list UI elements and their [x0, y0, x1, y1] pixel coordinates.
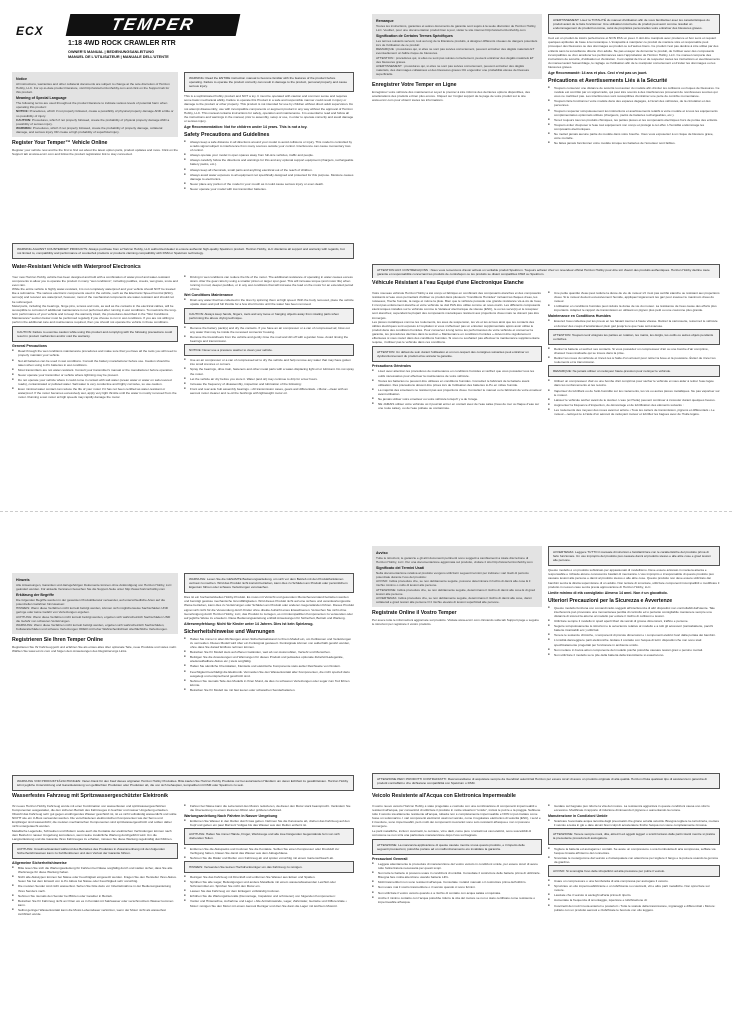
de-allg-title: Allgemeine Sicherheitshinweise — [12, 861, 67, 866]
it-manut-list — [548, 819, 720, 827]
de-wasser-body: Ihr neues Horizon Hobby Fahrzeug wurde mit einer Kombination von wasserfesten und spritzwassergeschützten Komponenten ausgestattet, die den sicheren Betrieb des Fahrzeuges in feuchter und nasser Umgebung erlauben. Obwohl das Fahrzeug sehr gut gegen eindringendes Wasser geschützt ist, ist es nicht vollständig wasserdicht und sollte NICHT wie ein U-Boot verwendet werden. Die verschiedenen elektronischen Komponenten wie der Servo und Empfänger sind wasserdicht; die meisten mechanischen Komponenten sind spritzwassergeschützt und sollten daher nicht untergetaucht werden. — [12, 804, 177, 829]
list-item: ■ Betreiben Sie Ihr Fahrzeug nicht an Orten wo es in Kontakt mit Salzwasser oder verschmutztem Wasser kommen kann. — [12, 899, 178, 907]
wet-list — [184, 298, 354, 306]
hinweis-title: Hinweis — [16, 578, 30, 582]
list-item: ■ Die meisten Sender sind nicht wasserfest. Sehen Sie bitte dazu vor Inbetriebnahme in der Bedienungsanleitung Ihres Senders nach. — [12, 884, 178, 892]
list-item: ■ Non usare mai il vostro trasmettitore o il veicolo quando ci sono fulmini. — [372, 885, 542, 889]
german-section — [0, 513, 366, 1024]
it-sig-item: ATTENZIONE: Indica procedure che, se non debitamente seguite, determinano il rischio di danni alle cose E di gravi lesioni alle persone. — [376, 587, 536, 596]
de-fahren-list — [184, 804, 354, 812]
temper-logo: TEMPER — [66, 14, 241, 36]
en-left-intro — [12, 72, 178, 232]
list-item: ■ Tenez toujours tous les produits chimiques, les petites pièces et les composants électriques hors de portée des enfants. — [548, 118, 720, 122]
list-item: ■ Befolgen Sie die Anweisungen und Warnungen für dieses Produkt und jedwedes optionale Zubehör/Ladegeräte, wiederaufladbare Akkus etc.) stets sorgfältig. — [184, 655, 354, 663]
remarque-box — [372, 14, 542, 79]
de-water-left — [12, 804, 178, 1018]
erkl-intro: Die folgenden Begriffe werden in der gesamten Produktliteratur verwendet, auf unterschiedliche Arten auf die potenziellen Gefahren hinzuweisen: — [16, 598, 166, 607]
wet-caution: CAUTION: Always keep hands, fingers, tools and any loose or hanging objects away from rotating parts when performing the above drying technique. — [184, 308, 354, 324]
fr-maint-attention: ATTENTION: Toujours tenir éloignés les parties en rotation, les mains, les doigts, les outils ou autres objets pendants ou lâches. — [548, 329, 720, 345]
list-item: ■ Utilizzare sempre il modello in spazi aperti liberi da veicoli di grosse dimensioni, traffico e persone. — [548, 619, 720, 623]
water-body-2: While the entire vehicle is highly water-resistant, it is not completely waterproof and your vehicle should NOT be treated like a submarine. The various electronic components used in the vehicle, such as the Electronic Speed Control (ESC), servo(s) and receiver are waterproof, however, most of the mechanical components are water-resistant and should not be submerged. — [12, 287, 176, 304]
fr-gen-list — [372, 369, 542, 410]
list-item: ■ Guidare sul bagnato può ridurre la vita del motore. La resistenza aggiuntiva in queste condizioni causa uno sforzo eccessivo. Modificate il rapporto di riduzione diminuendo il pignone o aumentando la corona. — [548, 804, 720, 812]
it-ult-list — [548, 606, 720, 657]
list-item: ■ Non tutte le batterie si possono usare in condizioni di umidità. Consultate il costruttore delle batterie prima di utilizzarle. Bisogna fare molta attenzione usando batterie LiPo. — [372, 871, 542, 879]
list-item: ■ La majorité des émetteurs ne résistent pas aux projections d'eau. Consultez le manuel ou le fabricant de votre émetteur avant utilisation. — [372, 388, 542, 396]
list-item: ■ Smontate le ruote/gomme dal veicolo e risciacquatele con attenzione per togliere il fango e la polvere usando la gomma da giardino. — [548, 856, 720, 864]
it-acqua-heading — [372, 793, 720, 803]
list-item: ■ Spruzzare un olio impermeabilizzante o un lubrificante su cuscinetti, viti e altre parti metalliche. Non spruzzare sul motore. — [548, 884, 720, 892]
list-item: ■ Betreiben Sie Ihr Modell nie mit fast leeren oder schwachen Senderbatterien. — [184, 688, 354, 692]
water-body-1: Your new Horizon Hobby vehicle has been designed and built with a combination of water-proof and water-resistant components to allow you to operate the product in many "wet conditions", including puddles, creeks, wet grass, snow and even rain. — [12, 275, 178, 288]
list-item: ■ Do not operate your vehicle where it could come in contact with salt water (ocean water or water on salt-covered roads), contaminated or polluted water. Salt water is very conductive and highly corrosive, so use caution. — [12, 378, 178, 386]
it-counterfeit — [372, 773, 720, 791]
list-item: ■ Cuscinetti dei mozzi ruota anteriori e posteriori • Tutte le scatole della trasmissione, ingranaggi e differenziali • Motore: pulitelo con un prodotto aerosol e rilubrificate le boccole con olio leggero. — [548, 904, 720, 912]
list-item: ■ Laissez le véhicule sécher avant de le stocker. L'eau (et l'huile) peuvent continuer à s'écouler durant quelques heures. — [548, 398, 720, 402]
fr-water-right — [548, 291, 720, 507]
notice-def: NOTICE: Procedures, which if not properly followed, create a possibility of physical property damage AND a little or no possibility of injury. — [16, 109, 174, 118]
it-guida-list — [548, 804, 720, 812]
sig-intro: Les termes suivants servent, tout au long de la littérature produits, à désigner différents niveaux de dangers potentiels lors de l'utilisation de ce produit: — [376, 39, 538, 48]
de-wasser-body-2: Metallische Lagerteile, Schrauben und Muttern sowie auch die Kontakte der elektrischen Verbindungen können nach dem Betrieb in nasser Umgebung korrodieren, wenn keine zusätzliche Wartung durchgeführt wird. Um die Langzeitleistung und die Garantie Ihres Fahrzeuges zu erhalten, müssen Sie diese Wartung regelmäßig durchführen. — [12, 828, 173, 841]
list-item: ■ Nicht alle Akkutypen können bei Nässe oder Feuchtigkeit eingesetzt werden. Fragen Sie den Hersteller Ihres Akkus. Seien Sie bei dem Einsatz von Li-Po Akkus bei Nässe oder Feuchtigkeit sehr vorsichtig. — [12, 875, 178, 883]
fr-prec-list — [548, 86, 720, 145]
de-wart-title: Wartungsanleitung Nach Fahrten in Nasser Umgebung — [184, 814, 278, 819]
list-item: ■ Never place any portion of the model in your mouth as it could cause serious injury or even death. — [184, 182, 354, 186]
age-recommendation: Age Recommendation: Not for children under 14 years. This is not a toy. — [184, 124, 308, 129]
notice-title: Notice — [16, 77, 27, 81]
fr-register-body: Enregistrez votre véhicule dès maintenant et soyez le premier à être informé des dernières options disponibles, des améliorations des produits et bien plus encore. Cliquez sur l'onglet support de la page de votre produit sur le site www.ecxrc.com pour obtenir toutes les informations. — [372, 90, 531, 103]
list-item: ■ Retirez la batterie et séchez ses contacts. Si vous possédez un compresseur d'air ou une bombe d'air comprimé, chassez l'eau résiduelle qui se trouve dans la prise. — [548, 347, 720, 355]
it-prec-list — [372, 862, 542, 904]
read-warning: WARNING: Read the ENTIRE instruction manual to become familiar with the features of the product before operating. Failure to operate the product correctly can result in damage to the product, personal property and cause serious injury. — [184, 72, 354, 92]
list-item: ■ Nehmen Sie niemals den Sender bei Blitzen oder Gewitter in Betrieb. — [12, 894, 178, 898]
de-wart-achtung: ACHTUNG: Halten Sie immer Hände, Finger, Werkzeuge und alle lose hängenden Gegenstände fern von sich drehenden Teilen. — [184, 828, 354, 844]
sig-item: AVERTISSEMENT : procédures qui, si elles ne sont pas suivies correctement, peuvent entraîner des dégâts matériels, des dommages collatéraux et des blessures graves OU engendrer une probabilité élevée de blessure superficielle. — [376, 63, 530, 76]
list-item: ■ Halten Sie sämtliche Chemikalien, Kleinteile und elektrische Komponente stets außer Reichweite von Kindern. — [184, 664, 354, 668]
it-water-left — [372, 804, 542, 1018]
list-item: ■ Feuchtigkeit beschädigt die Elektronik. Vermeiden Sie den Wasserkontakt aller Komponenten, die nicht speziell dazu ausgelegt und entsprechend geschützt sind. — [184, 670, 354, 678]
list-item: ■ Spray the bearings, drive train, fasteners and other metal parts with a water-displacing light oil or lubricant. Do not spray the motor. — [184, 367, 354, 375]
list-item: ■ Toujours éviter d'exposer à l'eau tout équipement non conçu et protégé à cet effet. L'humidité endommage les composants électroniques. — [548, 123, 720, 131]
fr-etanche-title: Véhicule Résistant à l'eau Equipé d'une Electronique Etanche — [372, 280, 524, 286]
list-item: ■ Non mettere in bocca alcun componente del modello poiché potrebbe causare lesioni gravi o persino mortali. — [548, 648, 720, 652]
wet-title: Wet Conditions Maintenance — [184, 293, 234, 298]
it-sig-item: AVVERTENZA: Indica procedure che, se non debitamente seguite, determinano il rischio di danni alle cose, danni collaterali e gravi lesioni alle persone O il rischio elevato di lesioni superficiali alle persone. — [376, 595, 532, 604]
en-right-intro — [184, 72, 354, 242]
manual-title-2: MANUEL DE L'UTILISATEUR | MANUALE DELL'UTENTE — [68, 55, 169, 59]
list-item: ■ Erhöhen Sie die Wartungsintervalle (Demontage, Inspektion und schmieren) von folgenden Komponenten: — [184, 894, 354, 898]
list-item: ■ Entfernen Sie die Akkupacks und trocknen Sie die Kontakte. Sollten Sie einen Kompressor oder Druckluft zur Verfügung haben, blasen Sie damit das Wasser aus dem Akkugehäuse. — [184, 847, 354, 855]
italian-section — [366, 513, 732, 1024]
list-item: ■ Drain any water that has collected in the tires by spinning them at high speed. With the body removed, place the vehicle upside down and pull full throttle for a few short bursts until the water has been removed. — [184, 298, 354, 306]
de-allg-list — [12, 866, 178, 916]
de-register-body: Registrieren Sie Ihr Fahrzeug jetzt und erfahren Sie als erstes alles über optionale Teile, neue Produkte und vieles mehr. Wählen Sie www.ecxrc.com und folgen dem Anweisungen des Registrierungs Links. — [12, 644, 177, 654]
avviso-title: Avviso — [376, 551, 388, 555]
list-item: ■ Always carefully follow the directions and warnings for this and any optional support equipment (chargers, rechargeable battery packs, etc.). — [184, 158, 354, 166]
list-item: ■ Vorder und Hinterachse, Aufnahme und Lager • Alle Antriebswände, Lager, Zahnräder, Getriebe und Differenziale • Motor: reinigen Sie den Motor mit einem Aerosol Reiniger und ölen Sie dann die Lager mit leichtem Motoröl. — [184, 899, 354, 907]
list-item: ■ Sprühen Sie alle Lager, Befestigungen und andere Metallteile mit einem wasserabweisenden Leichtöl oder Schmiermittel ein. Sprühen Sie nicht den Motor ein. — [184, 880, 354, 888]
it-acqua-title: Veicolo Resistente all'Acqua con Elettronica Impermeabile — [372, 793, 516, 799]
list-item: ■ Questo modello funziona con comandi radio soggetti all'interferenza di altri dispositivi non controllabili dall'utente. Tale interferenza può provocare una momentanea perdita di controllo ed è pertanto consigliabile mantenere sempre una distanza di sicurezza attorno al modello per evitare il rischio di collisioni e lesioni. — [548, 606, 720, 618]
de-wart-list — [184, 819, 354, 827]
sig-title: Signification de Certains Termes Spécifiques — [376, 34, 453, 39]
fr-age: Age Recommandé: 14 ans et plus. Ceci n'est pas un jouet. — [548, 71, 648, 76]
list-item: ■ Aumentate la frequenza di smontaggio, ispezione e lubrificazione di: — [548, 898, 720, 902]
list-item: ■ Usare un compressore o una bomboletta di aria compressa per asciugare il veicolo. — [548, 879, 720, 883]
list-item: ■ Une petite quantité d'eau peut réduire la durée de vie du moteur s'il n'est pas certifié étanche ou résistant aux projections d'eau. Si le moteur devient excessivement humide, appliquez légèrement les gaz pour évacuer le maximum d'eau du moteur. — [548, 291, 720, 303]
list-item: ■ Lisez avec attention les procédures de maintenance en conditions humides et vérifiez que vous possédez tous les outils nécessaires pour effectuer la maintenance de votre véhicule. — [372, 369, 542, 377]
caution-def: CAUTION: Procedures, which if not properly followed, create the probability of physical property damage AND a possibility of serious injury. — [16, 117, 170, 126]
it-register-title: Registrate Online il Vostro Temper — [372, 609, 457, 616]
de-wart-list-3 — [184, 875, 354, 908]
list-item: ■ Seguire scrupolosamente le istruzioni e le avvertenze relative al modello e a tutti gli accessori (caricabatterie, pacchi batterie ricaricabili ecc.) utilizzati. — [548, 624, 720, 632]
en-water-left — [12, 275, 178, 507]
remarque-title: Remarque — [376, 19, 394, 23]
fr-left-intro — [372, 14, 542, 178]
it-acqua-body-2: Le parti metalliche, inclusi i cuscinetti, le cerniere, viti e dadi, come pure i contatti sui cavi elettrici, sono suscettibili di corrosione se non si fa una particolare manutenzione dopo l'uso sul bagnato. — [372, 828, 532, 837]
fr-counterfeit-warning: ATTENTION AUX CONTREFAÇONS : Nous vous remercions d'avoir acheté un véritable produit Spektrum. Toujours acheter chez un revendeur officiel Horizon Hobby pour être sûr d'avoir des produits authentiques. Horizon Hobby décline toute garantie et responsabilité concernant les produits de contrefaçon ou les produits se disant compatibles DSM ou Spektrum. — [372, 264, 720, 278]
fr-maint-remarque: REMARQUE: Ne jamais utiliser un nettoyeur haute-pression pour nettoyer le véhicule. — [548, 365, 720, 377]
list-item: ■ Ne mettez jamais aucune partie du modèle dans votre bouche. Vous vous exposeriez à un risque de blessure grave, voire mortelle. — [548, 132, 720, 140]
list-item: ■ Always keep a safe distance in all directions around your model to avoid collisions or injury. This model is controlled by a radio signal subject to interference from many sources outside your control. Interference can cause momentary loss of control. — [184, 140, 354, 152]
list-item: ■ Let the vehicle air dry before you store it. Water (and oil) may continue to drip for a few hours. — [184, 377, 354, 381]
manual-title-1: OWNER'S MANUAL | BEDIENUNGSANLEITUNG — [68, 50, 155, 54]
de-sicher-title: Sicherheitshinweise und Warnungen — [184, 628, 275, 635]
it-left-intro — [372, 546, 542, 721]
warning-def: WARNING: Procedures, which if not properly followed, create the probability of property damage, collateral damage, and serious injury OR create a high probability of superficial injury. — [16, 125, 163, 134]
it-water-right — [548, 804, 720, 1018]
fr-right-intro — [548, 14, 720, 264]
list-item: ■ Lassen Sie das Fahrzeug vor dem Einlagern vollständig trocknen. — [184, 889, 354, 893]
water-caution: CAUTION: Failure to exercise caution while using this product and complying with the following precautions could result in product malfunction and/or void the warranty. — [12, 326, 178, 342]
list-item: ■ Entfernen Sie Wasser in den Reifen durch Gas geben. Nehmen Sie die Karosserie ab, drehen das Fahrzeug auf den Kopf und geben ein paar Mal kurz Vollgas bis das Wasser aus den Reifen entfernt ist. — [184, 819, 354, 827]
list-item: ■ Molti trasmettitori non sono resistenti all'acqua. Consultate i relativi manuali o il costruttore prima dell'utilizzo. — [372, 880, 542, 884]
list-item: ■ Increase the frequency of disassembly, inspection and lubrication of the following: — [184, 382, 354, 386]
it-manut-title: Manutenzione in Condizioni Umide — [548, 814, 608, 819]
list-item: ■ Halten Sie immer in allen Richtungen einen Sicherheitsabstand zu Ihrem Modell ein, um Kollisionen und Verletzungen zu vermeiden. Dieses Modell wird über ein Funksignal gesteuert. Funksignale können von außerhalb gestört werden, ohne dass Sie darauf Einfluss nehmen können. — [184, 637, 354, 649]
list-item: ■ Selbst geringer Wasserkontakt kann die Motor-Lebensdauer verkürzen, wenn der Motor nicht als wasserfest zertifiziert wurde. — [12, 908, 178, 916]
it-age: Limite minimo di età consigliato: Almeno 14 anni. Non è un giocattolo. — [548, 590, 668, 595]
counterfeit-warning: WARNING AGAINST COUNTERFEIT PRODUCTS: Always purchase from a Horizon Hobby, LLC authorized dealer to ensure authentic high-quality Spektrum product. Horizon Hobby, LLC disclaims all support and warranty with regards, but not limited to, compatibility and performance of counterfeit products or products claiming compatibility with DSM or Spektrum technology. — [12, 243, 354, 259]
de-water-right — [184, 804, 354, 1018]
list-item: ■ Nehmen Sie die Räder und Reifen vom Fahrzeug ab und spülen vorsichtig mit einem Gartenschlauch ab. — [184, 856, 354, 860]
sig-item: REMARQUE : procédures qui, si elles ne sont pas suivies correctement, peuvent entraîner des dégâts matériels ET éventuellement un faible risque de blessures. — [376, 47, 535, 56]
fr-water-left — [372, 291, 542, 507]
general-list — [12, 349, 178, 399]
list-item: ■ L'utilisation en conditions humides peut réduire la durée de vie du moteur. La résistance de l'eau cause des efforts plus importants. Adaptez le rapport de transmission en utilisant un pignon plus petit ou une couronne plus grande. — [548, 304, 720, 312]
list-item: ■ Lasciate che il veicolo si asciughi all'aria prima di riporlo. — [548, 893, 720, 897]
list-item: ■ Always operate your model in open spaces away from full-size vehicles, traffic and people. — [184, 153, 354, 157]
fr-etanche-body: Votre nouveau véhicule Horizon Hobby a été conçu et fabriqué en combinant des composants étanches et des composants résistants à l'eau vous permettant d'utiliser ce produit dans plusieurs "Conditions Humides" incluant les flaques d'eau, les ruisseaux, l'herbe humide, la neige et même la pluie. Bien que le véhicule possède une grande résistance vis-à-vis de l'eau, il n'est pas entièrement étanche et votre véhicule ne doit PAS être utilisé comme un sous-marin. Les différents composants électroniques installés sur le véhicule comme le Variateur électronique de vitesse (ESC), le ou les servo(s) et le récepteur sont étanches; cependant la plupart des composants mécaniques résistent aux projections d'eau mais ne doivent pas être immergés. — [372, 291, 542, 320]
wet-list-3 — [184, 358, 354, 395]
avviso-box — [372, 546, 542, 607]
list-item: ■ Augmentez la fréquence d'inspection, de démontage et de lubrification des éléments suivants : — [548, 403, 720, 407]
list-item: ■ Leggete attentamente le procedure di manutenzione del vostro veicolo in condizioni umide, per essere sicuri di avere tutto l'attrezzatura necessaria per questi scopi. — [372, 862, 542, 870]
de-counterfeit — [12, 775, 354, 791]
list-item: ■ Toujours respecter scrupuleusement les instructions et avertissements relatifs à votre modèle et à tous les équipements complémentaires optionnels utilisés (chargeurs, packs de batteries rechargeables, etc.). — [548, 109, 720, 117]
it-sig-item: AVVISO: Indica procedure che, se non debitamente seguite, possono determinare il rischio di danni alle cose E il rischio minimo o nullo di lesioni alle persone. — [376, 579, 531, 588]
list-item: ■ Never operate your model with low transmitter batteries. — [184, 187, 354, 191]
it-sig-intro: Nella documentazione relativa al prodotto vengono utilizzati i seguenti termini per indicare i vari livelli di pericolo potenziale durante l'uso del prodotto: — [376, 571, 529, 580]
it-sofisticato: Questo modello è un prodotto sofisticato per appassionati di modellismo. Deve essere azionato in maniera attenta e responsabile e richiede alcune conoscenze basilari di meccanica. L'uso improprio o irresponsabile di questo prodotto può causare lesioni alle persone e danni al prodotto stesso o alle altre cose. Questo prodotto non deve essere utilizzato dai bambini senza la diretta supervisione di un adulto. Non tentare di smontare, utilizzare componenti incompatibili o modificare il prodotto in nessun caso senza previa approvazione di Horizon Hobby, LLC. — [548, 568, 720, 589]
it-read-warning: AVVERTENZA: Leggere TUTTO il manuale di istruzioni e familiarizzare con le caratteristiche del prodotto prima di farlo funzionare. Un uso improprio del prodotto può causare danni al prodotto stesso e alle altre cose e gravi lesioni alle persone. — [548, 546, 720, 566]
de-komplex: Dies ist ein hochentwickeltes Hobby-Produkt. Es muss mit Vorsicht und gesundem Menschenverstand betrieben werden und benötigt gewisse mechanische Grundfähigkeiten. Wird dieses Produkt nicht auf eine sichere und verantwortungsvolle Weise betrieben, kann dies zu Verletzungen oder Schäden am Produkt oder anderen Gegenständen führen. Dieses Produkt eignet sich nicht für die Verwendung durch Kinder ohne direkte Aufsicht eines Erwachsenen. Versuchen Sie nicht ohne Genehmigung durch Horizon Hobby, LLC, das Produkt zu zerlegen, es mit inkompatiblen Komponenten zu verwenden oder auf jegliche Weise zu erweitern. Diese Bedienungsanleitung enthält Anweisungen für Sicherheit, Betrieb und Wartung. — [184, 595, 354, 620]
de-read-warning: WARNUNG: Lesen Sie die GESAMTE Bedienungsanleitung, um sich vor dem Betrieb mit den Produktfunktionen vertraut zu machen. Wird das Produkt nicht korrekt betrieben, kann dies zu Schäden am Produkt oder persönlichem Eigentum führen oder schwere Verletzungen verursachen. — [184, 573, 354, 593]
list-item: ■ Essorez l'eau collectée par les pneus en les faisant tourner à haute vitesse. Retirez la carrosserie, retournez le véhicule et donnez des coups d'accélérateur plein gaz jusqu'à ce que l'eau soit évacuée. — [548, 319, 720, 327]
fr-gen-list-2 — [548, 291, 720, 312]
it-register-body: Per avere tutte le informazioni aggiornate sul prodotto. Visitate www.ecxrc.com cliccando sulla tab Support page e seguire le istruzioni per registrare il vostro prodotto. — [372, 617, 539, 627]
list-item: ■ Vaporisez du lubrifiant ou de l'anti-humidité sur les roulements, les vis ou autres pièces métalliques. Ne pas vaporiser sur le moteur. — [548, 389, 720, 397]
sophisticated-text: This is a sophisticated hobby product and NOT a toy. It must be operated with caution and common sense and requires some basic mechanical ability. Failure to operate this Product in a safe and responsible manner could result in injury or damage to the product or other property. This product is not intended for use by children without direct adult supervision. Do not attempt disassembly, use with incompatible components or augment product in any way without the approval of Horizon Hobby, LLC. This manual contains instructions for safety, operation and maintenance. It is essential to read and follow all the instructions and warnings in the manual, prior to assembly, setup or use, in order to operate correctly and avoid damage or serious injury. — [184, 94, 354, 123]
de-counterfeit-warning: WARNUNG VOR PRODUKTFÄLSCHUNGEN: Vielen Dank für den Kauf dieses originalen Horizon Hobby Produktes. Bitte kaufen Sie Horizon Hobby Produkte nur bei autorisierten Händlern um deren Echtheit zu gewährleisten. Horizon Hobby lehnt jegliche Unterstützung und Garantieleistung von gefälschten Produkten oder Produkten ab, die von sich behaupten, kompatibel mit DSM oder Spektrum zu sein. — [12, 775, 354, 791]
list-item: ■ Driving in wet conditions can reduce the life of the motor. The additional resistance of operating in water causes excess strain. Alter the gear ratio by using a smaller pinion or larger spur gear. This will increase torque (and motor life) when running in mud, deeper puddles, or in any wet conditions that will increase the load on the motor for an extended period of time. — [184, 275, 354, 291]
avviso-body: Tutte le istruzioni, le garanzie e gli altri documenti pertinenti sono soggetti a cambiamenti a totale discrezione di Horizon Hobby, LLC. Per una documentazione aggiornata sul prodotto, visitare il sito http://www.horizonhobby.com — [376, 556, 533, 565]
it-acqua-body: Il vostro nuovo veicolo Horizon Hobby è stato progettato e costruito con una combinazione di componenti impermeabili e resistenti all'acqua, per consentirvi di utilizzare il prodotto in molte situazioni "umide", inclusi le pozze e la pioggia. Sebbene tutto il veicolo sia altamente resistente all'acqua, tuttavia non è completamente impermeabile e NON si può trattare come fosse un sottomarino. I vari componenti elettronici usati nel veicolo, come il regolatore elettronico di velocità (ESC), i servi e il ricevitore, sono impermeabili, però molti dei componenti meccanici sono solo resistenti all'acqua e non si possono immergere. — [372, 804, 541, 829]
en-water-heading — [12, 264, 354, 274]
french-section — [366, 0, 732, 511]
hinweis-body: Alle Anweisungen, Garantien und dazugehörigen Dokumente können ohne Ankündigung von Horizon Hobby, LLC geändert werden. Für aktuelle Versionen besuchen Sie die Support-Seite unter http://www.horizonhobby.com — [16, 583, 172, 592]
fr-prec-title: Précautions et Avertissements Liés à la Sécurité — [548, 78, 668, 85]
fr-etanche-heading — [372, 280, 720, 290]
ecx-logo: ECX — [16, 24, 44, 38]
it-manut-list-2 — [548, 847, 720, 864]
list-item: ■ Toutes les batteries ne peuvent être utilisées en conditions humides. Consultez le fabricant de la batterie avant utilisation. Des précautions doivent être prises lors de l'utilisation des batteries Li-Po en milieu humide. — [372, 379, 542, 387]
fr-read-warning: AVERTISSEMENT: Lisez la TOTALITÉ du manuel d'utilisation afin de vous familiariser avec les caractéristiques du produit avant de le faire fonctionner. Une utilisation incorrecte du produit peut avoir comme résultat un endommagement du produit lui-même, celui de propriétés personnelles voire entraîner des blessures graves. — [548, 14, 720, 34]
meaning-intro: The following terms are used throughout the product literature to indicate various levels of potential harm when operating this product: — [16, 101, 168, 110]
list-item: ■ Betreiben Sie Ihr Modell stets auf offenen Geländen, weit ab von Automobilen, Verkehr und Menschen. — [184, 650, 354, 654]
list-item: ■ Ne faites jamais fonctionner votre modèle lorsque les batteries de l'émetteur sont faibles. — [548, 141, 720, 145]
fr-register-title: Enregistrer Votre Temper en Ligne — [372, 82, 457, 89]
fr-counterfeit — [372, 264, 720, 278]
de-wart-hinweis: HINWEIS: Verwenden Sie keinen Hochdruckreiniger um das Fahrzeug zu reinigen. — [184, 861, 354, 873]
erkl-item: HINWEIS: Wenn diese Verfahren nicht korrekt befolgt werden, können sich möglicherweise Sachschäden UND geringe oder keine Gefahr von Verletzungen ergeben. — [16, 606, 168, 615]
list-item: ■ Non utilizzate il vostro veicolo quando è a rischio di contatto con acqua salata o inquinata. — [372, 891, 542, 895]
erkl-item: WARNUNG: Wenn diese Verfahren nicht korrekt befolgt werden, ergeben sich wahrscheinlich Sachschäden, Kollateralschäden und schwere Verletzungen ODER mit hoher Wahrscheinlichkeit oberflächliche Verletzungen. — [16, 622, 168, 631]
general-title: General Precautions — [12, 344, 47, 349]
it-prec-title: Precauzioni Generali — [372, 856, 408, 861]
list-item: ■ Tenere le sostanze chimiche, i componenti di piccole dimensioni e i componenti elettrici fuori dalla portata dei bambini. — [548, 633, 720, 637]
wet-list-2 — [184, 326, 354, 343]
list-item: ■ L'umidità danneggia le parti elettroniche. Evitare il contatto con l'acqua di tutti i dispositivi che non sono stati specificatamente progettati per funzionare in ambiente umido. — [548, 638, 720, 646]
list-item: ■ Les roulements des moyeux des roues avant et arrière • Tous les carters de transmission, pignons et différentiels • Le moteur—nettoyez-le à l'aide d'un aérosol de nettoyant moteur et lubrifiez les bagues avec de l'huile légère. — [548, 408, 720, 416]
list-item: ■ Front and rear axle hub assembly bearings. • All transmission cases, gears and differentials. • Motor—clean with an aerosol motor cleaner and re-oil the bushings with lightweight motor oil. — [184, 387, 354, 395]
de-wasser-title: Wasserfestes Fahrzeug mit Spritzwassergeschützter Elektronik — [12, 793, 169, 799]
list-item: ■ Utilisez un compresseur d'air ou une bombe d'air comprimé pour sécher le véhicule et vous aider à retirer l'eau logée dans les renfoncements et les recoins. — [548, 379, 720, 387]
it-sig-title: Significato dei Termini Usati — [376, 566, 425, 571]
de-age: Altersempfehlung: Nicht für Kinder unter 14 Jahren. Dies ist kein Spielzeug. — [184, 621, 314, 626]
brand-header — [12, 14, 362, 70]
register-title: Register Your Temper™ Vehicle Online — [12, 140, 108, 147]
water-body-3: Metal parts, including the bearings, hinge pins, screws and nuts, as well as the contacts in the electrical cables, will be susceptible to corrosion if additional maintenance is not performed after running in wet conditions. To maximize the long-term performance of your vehicle and to keep the warranty intact, the procedures described in the "Wet Conditions Maintenance" section below must be performed regularly if you choose to run in wet conditions. If you are not willing to perform the additional care and maintenance required, then you should not operate the vehicle in those conditions. — [12, 303, 177, 325]
remarque-body: Toutes les instructions, garanties et autres documents de garantie sont sujets à la seule discrétion de Horizon Hobby, LLC. Veuillez, pour une documentation produit bien à jour, visiter le site internet http://www.horizonhobby.com — [376, 24, 537, 33]
list-item: ■ Never operate your transmitter or vehicle where lightning may be present. — [12, 373, 178, 377]
de-wasser-heading — [12, 793, 354, 803]
it-acqua-attenzione: ATTENZIONE: La mancanza applicazione di queste cautele mentre si usa questo prodotto, e il rispetto delle seguenti precauzioni, potrebbe portare ad un malfunzionamento e/o invalidare la garanzia. — [372, 839, 542, 855]
it-ult-title: Ulteriori Precauzioni per la Sicurezza e Avvertenze — [548, 597, 673, 604]
list-item: ■ Fahren bei Nässe kann die Lebenszeit des Motors reduzieren, da dieser den Motor stark beansprucht. Verändern Sie die Übersetzung zu einem kleineren Ritzel oder größeren Zahnrad. — [184, 804, 354, 812]
de-wasser-achtung: ACHTUNG: Unaufmerksamkeit während des Betriebes des Produktes in Zusammenhang mit den folgenden Sicherheitshinweisen kann zu Fehlfunktionen und dem Verlust der Garantie führen. — [12, 843, 178, 859]
english-section — [0, 0, 366, 511]
list-item: ■ Scaricare l'eventuale acqua raccolta dagli pneumatici che girano ad alta velocità. Bisogna togliere la carrozzeria, mettere il veicolo a testa in giù e dare alcuni brevi colpi di acceleratore finché l'acqua non viene completamente rimossa. — [548, 819, 720, 827]
list-item: ■ Most transmitters are not water-resistant. Consult your transmitter's manual or the manufacturer before operation. — [12, 368, 178, 372]
list-item: ■ Anche il minimo contatto con l'acqua potrebbe ridurre la vita del motore se non è stato certificato come resistente o impermeabile all'acqua. — [372, 896, 542, 904]
it-manut-avviso: AVVISO: Si sconsiglia l'uso delle idropulitrici ad alta pressione per pulire il veicolo. — [548, 865, 720, 877]
safety-title: Safety Precautions and Guidelines — [184, 131, 270, 138]
fr-etanche-body-2: Les pièces métalliques comme les roulements, les axes de suspension, les vis et les écrous ainsi que les contacts des câbles électriques sont exposés à l'oxydation si vous n'effectuez pas un entretien supplémentaire après avoir utilisé le produit dans des conditions humides. Pour conserver à long terme les performances de votre véhicule et conserver la garantie, les procédures décrites dans la section « Maintenance en conditions humides » doivent être régulièrement effectuées si vous roulez dans des conditions humides. Si vous ne souhaitez pas effectuer la maintenance supplémentaire requise, n'utilisez pas le véhicule dans ces conditions. — [372, 319, 540, 345]
en-counterfeit — [12, 243, 354, 261]
de-left-intro — [12, 573, 178, 723]
list-item: ■ Not all batteries can be used in wet conditions. Consult the battery manufacturer before use. Caution should be taken when using Li-Po batteries in wet conditions. — [12, 359, 178, 367]
list-item: ■ Toujours faire fonctionner votre modèle dans des espaces dégagés, à l'écart des véhicules, de la circulation et des personnes. — [548, 99, 720, 107]
de-register-title: Registrieren Sie Ihren Temper Online — [12, 636, 103, 643]
erkl-title: Erklärung der Begriffe — [16, 593, 54, 598]
fr-etanche-attention: ATTENTION: Un défaut de soin durant l'utilisation et un non-respect des consignes suivantes peut entraîner un dysfonctionnement du produit et/ou annuler la garantie. — [372, 346, 542, 362]
notice-body: All instructions, warranties and other collateral documents are subject to change at the sole discretion of Horizon Hobby, LLC. For up-to-date product literature, visit http://www.horizonhobby.com and click on the Support tab for this product. — [16, 82, 170, 95]
fr-maint-list-2 — [548, 347, 720, 364]
wet-notice: NOTICE: Never use a pressure washer to clean your vehicle. — [184, 344, 354, 356]
list-item: ■ Ne jamais utiliser votre émetteur ou votre véhicule lorsqu'il y a de l'orage. — [372, 397, 542, 401]
fr-gen-title: Précautions Générales — [372, 364, 411, 369]
list-item: ■ Retirez les roues du véhicule et rincez-les à l'aide d'un arrosoir pour retirer la boue et la poussière. Évitez de rincer les roulements et la transmission. — [548, 356, 720, 364]
list-item: ■ Use an air compressor or a can of compressed air to dry the vehicle and help remove any water that may have gotten into small crevices or corners. — [184, 358, 354, 366]
de-sicher-list — [184, 637, 354, 692]
hinweis-box — [12, 573, 178, 634]
list-item: ■ Always avoid water exposure to all equipment not specifically designed and protected for this purpose. Moisture causes damage to electronics. — [184, 173, 354, 181]
list-item: ■ Togliere la batteria ed asciugarne i contatti. Se avete un compressore o una bomboletta di aria compressa, soffiate via l'acqua rimasta all'interno del connettore. — [548, 847, 720, 855]
list-item: ■ Always keep all chemicals, small parts and anything electrical out of the reach of children. — [184, 168, 354, 172]
register-body: Register your vehicle now and be the first to find out about the latest option parts, product updates and more. Click on the Support tab at www.ecxrc.com and follow the product registration link to stay connected. — [12, 148, 178, 157]
list-item: ■ Read through the wet conditions maintenance procedures and make sure that you have all the tools you will need to properly maintain your vehicle. — [12, 349, 178, 357]
list-item: ■ Nehmen Sie niemals Teile des Modells in Ihren Mund, da dies zu schweren Verletzungen oder sogar zum Tod führen könnte. — [184, 679, 354, 687]
it-manut-attenzione: ATTENZIONE: Tenere sempre mani, dita, attrezzi ed oggetti leggeri o sciolti lontano dalle parti rotanti mentre si pratica la precedente procedura di asciugatura. — [548, 828, 720, 844]
list-item: ■ Toujours conserver une distance de sécurité tout autour du modèle afin d'éviter les collisions ou risques de blessures. Ce modèle est contrôlé par un signal radio, qui peut être soumis à des interférences provenant de nombreuses sources qui vous ne maîtrisez pas. Les interférences sont susceptibles d'entraîner une perte de contrôle momentanée. — [548, 86, 720, 98]
water-title: Water-Resistant Vehicle with Waterproof Electronics — [12, 264, 141, 270]
de-wart-list-2 — [184, 847, 354, 860]
fr-maint-list — [548, 319, 720, 327]
notice-box — [12, 72, 178, 137]
list-item: ■ Even minimal water contact can reduce the life of your motor if it has not been certified as water-resistant or waterproof. If the motor becomes excessively wet, apply very light throttle until the water is mostly removed from the motor. Running a wet motor at high speeds may rapidly damage the motor. — [12, 387, 178, 399]
erkl-item: ACHTUNG: Wenn diese Verfahren nicht korrekt befolgt werden, ergeben sich wahrscheinlich Sachschäden UND die Gefahr von schweren Verletzungen. — [16, 614, 171, 623]
it-right-intro — [548, 546, 720, 771]
list-item: ■ Reinigen Sie das Fahrzeug mit Druckluft und entfernen Sie Wasser aus Ecken und Spalten. — [184, 875, 354, 879]
en-water-right — [184, 275, 354, 507]
list-item: ■ NE JAMAIS utiliser votre véhicule où il pourrait entrer en contact avec de l'eau salée (l'eau de mer ou flaque d'eau sur une route salée), ou de l'eau polluée ou contaminée. — [372, 402, 542, 410]
product-title: 1:18 4WD ROCK CRAWLER RTR — [68, 40, 176, 47]
driving-list — [184, 275, 354, 291]
page-divider — [0, 511, 732, 512]
fr-sophistique: Ceci est un produit de loisirs perfectionné et NON PAS un jouet. Il doit être manipulé avec prudence et bon sens et requiert quelques aptitudes de base à la mécanique. L'incapacité à manipuler ce produit de manière sûre et responsable peut provoquer des blessures ou des dommages au produit ou à d'autres biens. Ce produit n'est pas destiné à être utilisé par des enfants sans la surveillance directe d'un adulte. Ne pas essayer de démonter le produit, de l'utiliser avec des composants incompatibles ou d'en améliorer les performances sans l'approbation de Horizon Hobby, LLC. Ce manuel comporte des instructions de sécurité, d'utilisation et d'entretien. Il est capital de lire et de respecter toutes les instructions et avertissements du manuel avant l'assemblage, le réglage ou l'utilisation afin de le manipuler correctement et d'éviter les dommages ou les blessures graves. — [548, 36, 720, 69]
list-item: ■ Non utilizzare il modello se le pile della batteria della trasmittente si esauriscono. — [548, 653, 720, 657]
list-item: ■ Bitte lesen Sie sich die Wartungsanleitung für Fahrten bei Nässe sorgfältig durch und stellen sicher, dass Sie alle Werkzeuge für diese Wartung haben. — [12, 866, 178, 874]
fr-maint-list-3 — [548, 379, 720, 416]
de-right-intro — [184, 573, 354, 773]
list-item: ■ Remove the tires/wheels from the vehicle and gently rinse the mud and dirt off with a garden hose. Avoid rinsing the bearings and transmission. — [184, 335, 354, 343]
safety-list — [184, 140, 354, 191]
sig-item: ATTENTION : procédures qui, si elles ne sont pas suivies correctement, peuvent entraîner des dégâts matériels ET des blessures graves. — [376, 55, 534, 64]
fr-maint-title: Maintenance en Conditions Humides — [548, 314, 611, 319]
meaning-title: Meaning of Special Language — [16, 96, 67, 101]
list-item: ■ Remove the battery pack(s) and dry the contacts. If you have an air compressor or a can of compressed air, blow out any water that may be inside the recessed connector housing. — [184, 326, 354, 334]
it-manut-list-3 — [548, 879, 720, 912]
it-counterfeit-warning: ATTENZIONE PER I PRODOTTI CONTRAFFATTI: Raccomandiamo di acquistare sempre da rivenditori autorizzati Horizon per essere sicuri di avere un prodotto originale di alta qualità. Horizon rifiuta qualsiasi tipo di assistenza in garanzia di prodotti contraffatti o che dichiarano compatibilità con Spektrum o DSM. — [372, 773, 720, 789]
